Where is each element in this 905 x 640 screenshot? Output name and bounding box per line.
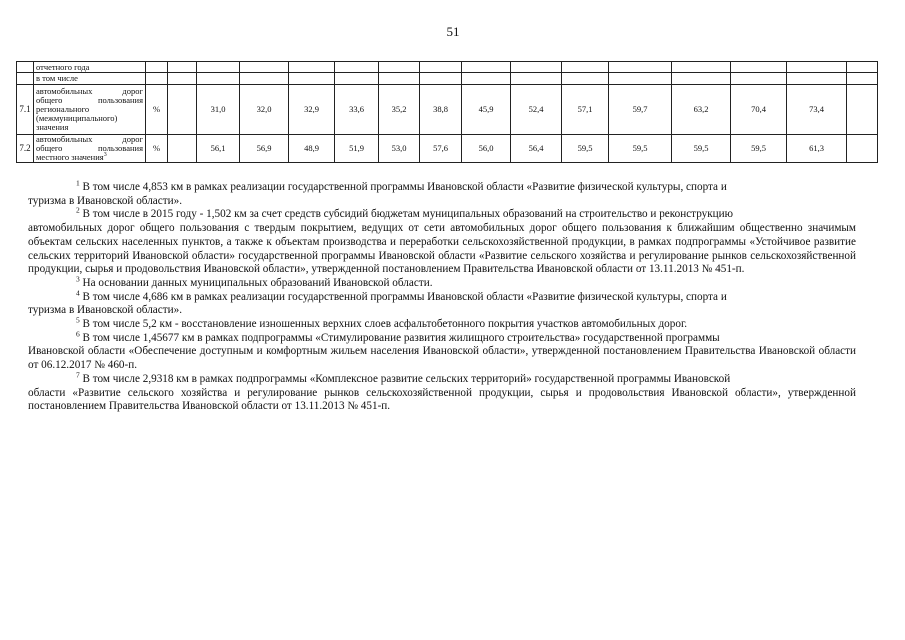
row-number: 7.2 [17, 135, 34, 163]
footnote-mark: 5 [76, 315, 80, 325]
value-cell: 51,9 [335, 135, 379, 163]
value-cell: 32,0 [240, 85, 289, 135]
value-cell: 57,1 [562, 85, 609, 135]
value-cell: 63,2 [672, 85, 731, 135]
value-cell: 31,0 [197, 85, 240, 135]
footnote-mark: 3 [76, 274, 80, 284]
value-cell: 61,3 [787, 135, 847, 163]
row-label: автомобильных дорог общего пользования местного значения$^3$ [34, 135, 146, 163]
unit-cell: % [146, 85, 168, 135]
footnote: $^7$ В том числе 2,9318 км в рамках подпрограммы «Комплексное развитие сельских территорий» государственной программы Ивановской области «Развитие сельского хозяйства и регулирование рынков сельскохозяйственной продукции, сырья и продовольствия Ивановской области», утвержденной постановлением Правительства Ивановской области от 13.11.2013 № 451-п. [28, 370, 856, 413]
indicators-table [16, 61, 878, 163]
value-cell: 53,0 [379, 135, 420, 163]
value-cell: 59,7 [609, 85, 672, 135]
value-cell: 32,9 [289, 85, 335, 135]
footnote-mark: 7 [76, 370, 80, 380]
row-label: автомобильных дорог общего пользования регионального (межмуниципального) значения [34, 85, 146, 135]
value-cell: 59,5 [672, 135, 731, 163]
footnote: $^4$ В том числе 4,686 км в рамках реализации государственной программы Ивановской области «Развитие физической культуры, спорта и туризма в Ивановской области». [28, 287, 727, 317]
table-row [17, 85, 878, 135]
footnote-mark: 4 [76, 287, 80, 297]
value-cell: 59,5 [562, 135, 609, 163]
footnotes [28, 178, 856, 414]
value-cell: 48,9 [289, 135, 335, 163]
row-label: в том числе [34, 73, 146, 85]
value-cell: 70,4 [731, 85, 787, 135]
footnote-mark: 6 [76, 329, 80, 338]
footnote-mark: 1 [76, 178, 80, 188]
table-row [17, 73, 878, 85]
value-cell: 57,6 [420, 135, 462, 163]
value-cell: 59,5 [609, 135, 672, 163]
value-cell: 33,6 [335, 85, 379, 135]
value-cell: 56,9 [240, 135, 289, 163]
unit-cell: % [146, 135, 168, 163]
footnote-mark: 2 [76, 205, 80, 215]
value-cell: 52,4 [511, 85, 562, 135]
footnote: $^5$ В том числе 5,2 км - восстановление изношенных верхних слоев асфальтобетонного покрытия участков автомобильных дорог. [76, 315, 688, 331]
row-label: отчетного года [34, 62, 146, 73]
value-cell: 38,8 [420, 85, 462, 135]
table-row [17, 135, 878, 163]
footnote: $^3$ На основании данных муниципальных образований Ивановской области. [76, 274, 433, 289]
row-number: 7.1 [17, 85, 34, 135]
footnote: $^1$ В том числе 4,853 км в рамках реализации государственной программы Ивановской области «Развитие физической культуры, спорта и туризма в Ивановской области». [28, 178, 727, 207]
value-cell: 45,9 [462, 85, 511, 135]
value-cell: 56,0 [462, 135, 511, 163]
value-cell: 35,2 [379, 85, 420, 135]
value-cell: 56,1 [197, 135, 240, 163]
table-row [17, 62, 878, 73]
value-cell: 73,4 [787, 85, 847, 135]
value-cell: 56,4 [511, 135, 562, 163]
footnote: $^2$ В том числе в 2015 году - 1,502 км за счет средств субсидий бюджетам муниципальных образований на строительство и реконструкцию автомобильных дорог общего пользования с твердым покрытием, ведущих от сети автомобильных дорог общего пользования к ближайшим общественно значимым объектам сельских населенных пунктов, а также к объектам производства и переработки сельскохозяйственной продукции, в рамках подпрограммы «Устойчивое развитие сельских территорий Ивановской области» государственной программы Ивановской области «Развитие сельского хозяйства и регулирование рынков сельскохозяйственной продукции, сырья и продовольствия Ивановской области», утвержденной постановлением Правительства Ивановской области от 13.11.2013 № 451-п. [28, 205, 856, 276]
page-number: 51 [446, 24, 460, 39]
footnote: $^6$ В том числе 1,45677 км в рамках подпрограммы «Стимулирование развития жилищного строительства» государственной программы Ивановской области «Обеспечение доступным и комфортным жильем населения Ивановской области», утвержденной постановлением Правительства Ивановской области от 06.12.2017 № 460-п. [28, 329, 856, 372]
value-cell: 59,5 [731, 135, 787, 163]
footnote-ref: 3 [103, 152, 107, 159]
